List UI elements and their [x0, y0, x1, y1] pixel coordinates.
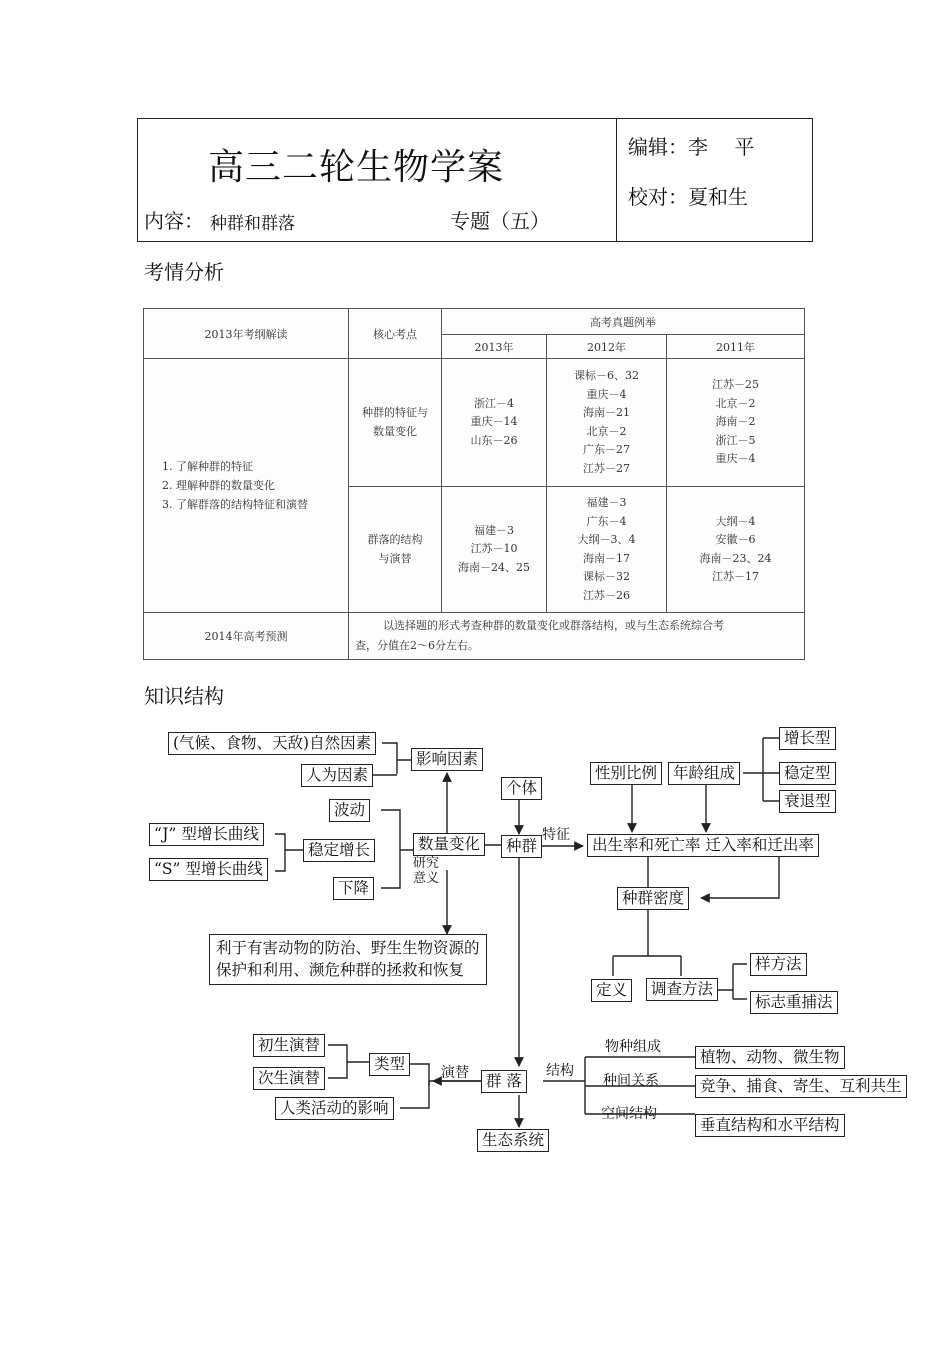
exam-entry: 北京－2	[715, 396, 756, 410]
structure-label: 结构	[546, 1063, 574, 1079]
exam-entry: 山东－26	[470, 433, 518, 447]
individual-box: 个体	[501, 777, 542, 800]
relations-box: 竞争、捕食、寄生、互利共生	[695, 1075, 907, 1098]
year-header: 2013年	[442, 335, 547, 359]
decline-type-box: 衰退型	[779, 790, 836, 813]
primary-succession-box: 初生演替	[253, 1034, 325, 1057]
community-box: 群 落	[481, 1070, 527, 1093]
mark-recapture-box: 标志重捕法	[750, 991, 838, 1014]
influencing-factors-box: 影响因素	[411, 748, 483, 771]
exam-entry: 课标－32	[583, 570, 630, 583]
interspecies-label: 种间关系	[603, 1073, 659, 1089]
human-influence-box: 人类活动的影响	[275, 1097, 394, 1120]
succession-label: 演替	[441, 1065, 469, 1081]
definition-box: 定义	[591, 979, 632, 1002]
outline-item: 1. 了解种群的特征	[162, 460, 253, 473]
core-cell	[349, 359, 442, 487]
types-box: 类型	[369, 1053, 410, 1076]
exam-entry: 海南－2	[715, 415, 756, 429]
header-divider	[616, 119, 617, 241]
spatial-structure-label: 空间结构	[601, 1106, 657, 1122]
section-exam-analysis: 考情分析	[144, 260, 224, 284]
section-knowledge-structure: 知识结构	[144, 684, 224, 708]
exam-entry: 海南－24、25	[458, 560, 530, 574]
content-value: 种群和群落	[210, 214, 295, 234]
exam-analysis-table	[143, 308, 805, 660]
vertical-horizontal-box: 垂直结构和水平结构	[695, 1114, 845, 1137]
exam-entry: 课标－6、32	[574, 369, 639, 382]
forecast-label: 2014年高考预测	[144, 613, 349, 660]
document-title: 高三二轮生物学案	[208, 147, 505, 188]
human-factors-box: 人为因素	[301, 764, 373, 787]
content-label: 内容：	[144, 209, 204, 233]
exam-cell-2012	[547, 359, 667, 487]
exam-entry: 海南－23、24	[699, 551, 772, 565]
significance-line: 保护和利用、濒危种群的拯救和恢复	[216, 961, 465, 980]
forecast-line: 以选择题的形式考查种群的数量变化或群落结构，或与生态系统综合考	[383, 619, 724, 632]
core-line: 数量变化	[373, 424, 417, 438]
forecast-text	[349, 613, 805, 660]
exam-cell-2013	[442, 487, 547, 613]
j-curve-box: “J” 型增长曲线	[149, 823, 264, 846]
organisms-box: 植物、动物、微生物	[695, 1046, 845, 1069]
core-line: 种群的特征与	[362, 406, 428, 419]
outline-cell	[144, 359, 349, 613]
quadrat-method-box: 样方法	[750, 953, 807, 976]
birth-death-rate-box: 出生率和死亡率 迁入率和迁出率	[587, 834, 819, 857]
exam-entry: 广东－4	[586, 514, 627, 528]
exam-entry: 大纲－4	[715, 514, 756, 528]
s-curve-box: “S” 型增长曲线	[149, 858, 268, 881]
stable-growth-box: 稳定增长	[303, 839, 375, 862]
year-header: 2012年	[547, 335, 667, 359]
exam-cell-2011	[667, 359, 805, 487]
feature-label: 特征	[542, 827, 570, 843]
outline-item: 3. 了解群落的结构特征和演替	[162, 498, 308, 511]
exam-entry: 江苏－27	[583, 461, 630, 475]
exam-entry: 江苏－17	[712, 570, 759, 583]
exam-entry: 福建－3	[586, 496, 627, 509]
exam-cell-2012	[547, 487, 667, 613]
exam-cell-2013	[442, 359, 547, 487]
growth-type-box: 增长型	[779, 727, 836, 750]
natural-factors-box: (气候、食物、天敌)自然因素	[168, 732, 376, 755]
exam-entry: 福建－3	[474, 523, 514, 537]
exam-entry: 海南－17	[583, 551, 630, 565]
sex-ratio-box: 性别比例	[590, 762, 662, 785]
fluctuation-box: 波动	[329, 799, 370, 822]
exam-cell-2011	[667, 487, 805, 613]
core-line: 群落的结构	[367, 533, 423, 546]
exam-entry: 江苏－26	[583, 588, 630, 602]
year-header: 2011年	[667, 335, 805, 359]
exam-entry: 江苏－10	[470, 542, 518, 556]
exam-entry: 重庆－4	[715, 452, 756, 466]
survey-methods-box: 调查方法	[646, 978, 718, 1001]
exam-entry: 海南－21	[583, 406, 630, 419]
quantity-change-box: 数量变化	[413, 833, 485, 856]
knowledge-diagram	[145, 722, 905, 1162]
col-outline-header: 2013年考纲解读	[144, 309, 349, 359]
exam-entry: 安徽－6	[715, 533, 756, 546]
col-examples-header: 高考真题例举	[442, 309, 805, 335]
exam-entry: 重庆－14	[470, 415, 518, 429]
ecosystem-box: 生态系统	[477, 1129, 549, 1152]
significance-line: 利于有害动物的防治、野生生物资源的	[216, 939, 480, 957]
col-core-header: 核心考点	[349, 309, 442, 359]
significance-box	[209, 934, 487, 985]
editor-line: 编辑：李 平	[628, 135, 755, 159]
outline-item: 2. 理解种群的数量变化	[162, 479, 275, 492]
exam-entry: 江苏－25	[712, 378, 759, 392]
exam-entry: 重庆－4	[586, 387, 627, 401]
population-density-box: 种群密度	[617, 887, 689, 910]
forecast-line: 查，分值在2～6分左右。	[355, 639, 479, 652]
population-box: 种群	[501, 835, 542, 858]
exam-entry: 广东－27	[583, 443, 630, 456]
stable-type-box: 稳定型	[779, 762, 836, 785]
species-composition-label: 物种组成	[605, 1039, 661, 1055]
checker-line: 校对：夏和生	[628, 185, 748, 209]
age-structure-box: 年龄组成	[668, 762, 740, 785]
exam-entry: 大纲－3、4	[577, 533, 636, 546]
core-cell	[349, 487, 442, 613]
header-box	[137, 118, 813, 242]
significance-label: 意义	[413, 871, 440, 886]
secondary-succession-box: 次生演替	[253, 1067, 325, 1090]
exam-entry: 浙江－5	[715, 433, 756, 447]
topic-label: 专题（五）	[450, 209, 550, 233]
decline-box: 下降	[333, 877, 374, 900]
research-label: 研究	[413, 856, 440, 871]
exam-entry: 浙江－4	[474, 396, 514, 410]
exam-entry: 北京－2	[586, 424, 627, 438]
core-line: 与演替	[378, 551, 412, 565]
